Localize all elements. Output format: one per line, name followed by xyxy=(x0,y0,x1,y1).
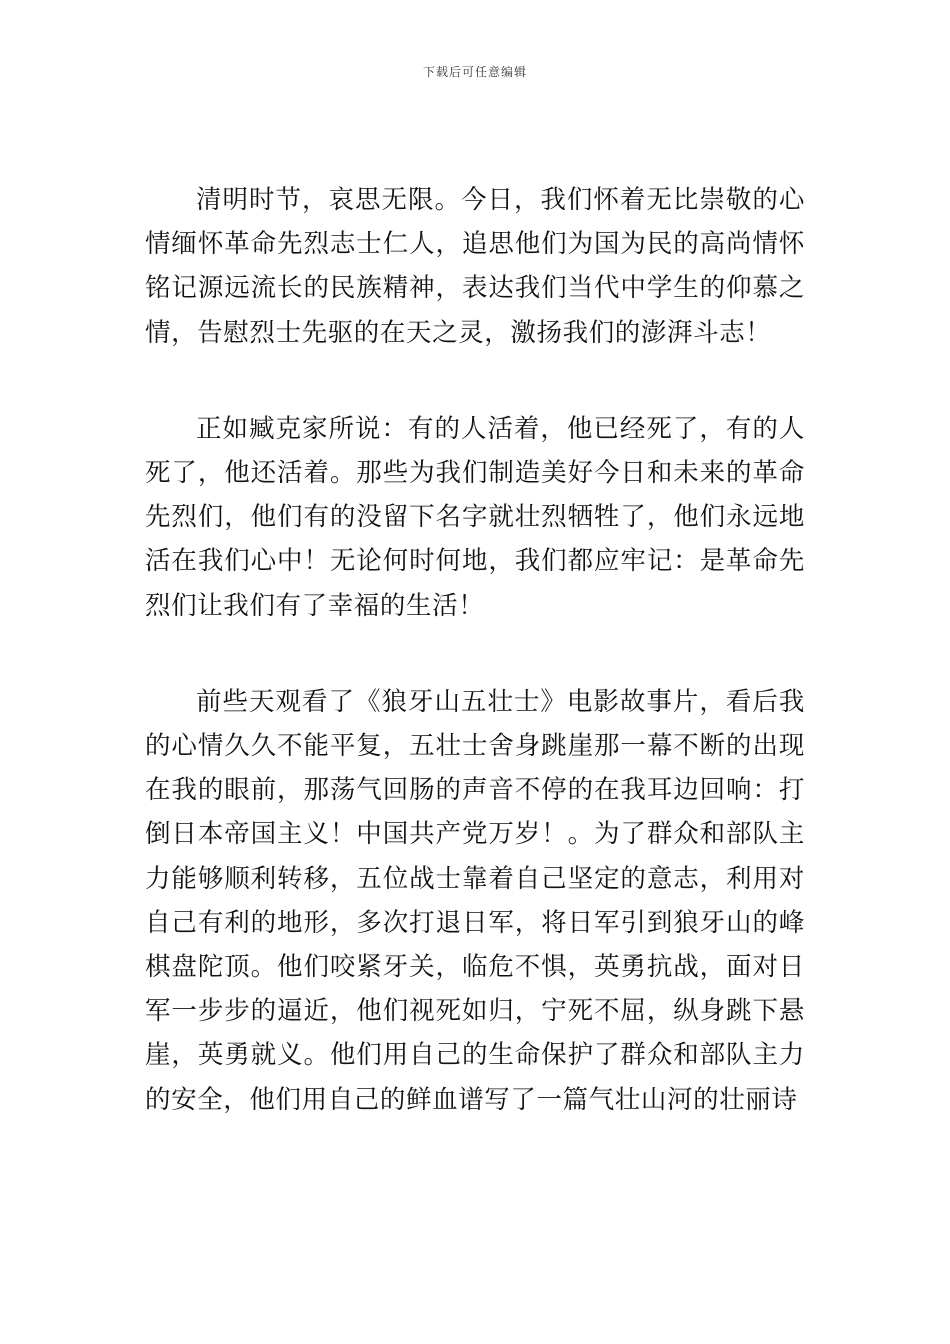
paragraph-3: 前些天观看了《狼牙山五壮士》电影故事片，看后我的心情久久不能平复，五壮士舍身跳崖那一幕不断的出现在我的眼前，那荡气回肠的声音不停的在我耳边回响：打倒日本帝国主义！中国共产党万岁！。为了群众和部队主力能够顺利转移，五位战士靠着自己坚定的意志，利用对自己有利的地形，多次打退日军，将日军引到狼牙山的峰棋盘陀顶。他们咬紧牙关，临危不惧，英勇抗战，面对日军一步步的逼近，他们视死如归，宁死不屈，纵身跳下悬崖，英勇就义。他们用自己的生命保护了群众和部队主力的安全，他们用自己的鲜血谱写了一篇气壮山河的壮丽诗 xyxy=(145,686,805,1115)
document-body xyxy=(145,178,805,1122)
paragraph-1: 清明时节，哀思无限。今日，我们怀着无比崇敬的心情缅怀革命先烈志士仁人，追思他们为国为民的高尚情怀铭记源远流长的民族精神，表达我们当代中学生的仰慕之情，告慰烈士先驱的在天之灵，激扬我们的澎湃斗志！ xyxy=(145,185,805,348)
header-note: 下载后可任意编辑 xyxy=(422,65,527,79)
paragraph-2: 正如臧克家所说：有的人活着，他已经死了，有的人死了，他还活着。那些为我们制造美好今日和未来的革命先烈们，他们有的没留下名字就壮烈牺牲了，他们永远地活在我们心中！无论何时何地，我们都应牢记：是革命先烈们让我们有了幸福的生活！ xyxy=(145,413,805,621)
